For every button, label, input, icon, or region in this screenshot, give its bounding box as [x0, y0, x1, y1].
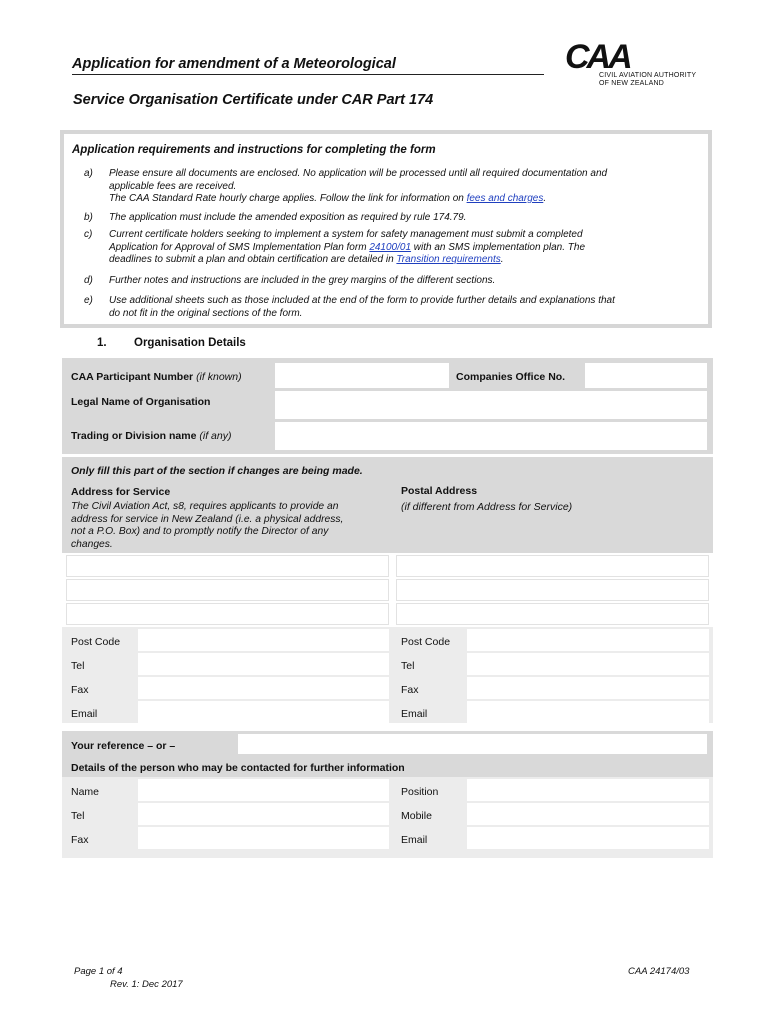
contact-grid: [62, 777, 713, 858]
address-service-note: The Civil Aviation Act, s8, requires applicants to provide an address for service in New Zealand (i.e. a physical address, not a P.O. Box) and to promptly notify the Director of any changes.: [71, 501, 344, 550]
requirements-heading: Application requirements and instructions for completing the form: [72, 144, 436, 156]
changes-note: Only fill this part of the section if changes are being made.: [71, 465, 363, 477]
contact-fax-input[interactable]: [138, 827, 389, 849]
service-address-line-2[interactable]: [66, 579, 389, 601]
postal-fax-input[interactable]: [467, 677, 709, 699]
contact-name-input[interactable]: [138, 779, 389, 801]
contact-tel-input[interactable]: [138, 803, 389, 825]
service-address-line-3[interactable]: [66, 603, 389, 625]
postal-address-line-2[interactable]: [396, 579, 709, 601]
contact-fax-label: Fax: [71, 834, 89, 846]
logo-sub-line-2: OF NEW ZEALAND: [599, 80, 665, 87]
contact-position-input[interactable]: [467, 779, 709, 801]
service-tel-input[interactable]: [138, 653, 389, 675]
caa-logo: [565, 38, 705, 94]
postal-email-label: Email: [401, 708, 428, 720]
service-tel-label: Tel: [71, 660, 85, 672]
your-reference-label: Your reference – or –: [71, 740, 176, 752]
footer-page: Page 1 of 4: [74, 966, 123, 977]
postal-address-label: Postal Address: [401, 485, 478, 497]
contact-email-input[interactable]: [467, 827, 709, 849]
service-email-label: Email: [71, 708, 98, 720]
service-email-input[interactable]: [138, 701, 389, 723]
postal-address-note: (if different from Address for Service): [401, 501, 573, 513]
postal-address-line-1[interactable]: [396, 555, 709, 577]
address-block: [62, 553, 713, 727]
footer-revision: Rev. 1: Dec 2017: [110, 979, 183, 990]
contact-email-label: Email: [401, 834, 428, 846]
participant-number-label: CAA Participant Number (if known): [71, 371, 242, 383]
service-postcode-input[interactable]: [138, 629, 389, 651]
requirements-box: Application requirements and instructions for completing the form a) Please ensure all documents are enclosed. No application will be processed until all required documentation and applicable fees are received. The CAA Standard Rate hourly charge applies. Follow the link for information on fees and charges. b) The application must include the amended exposition as required by rule 174.79. c) Current certificate holders seeking to implement a system for safety management must submit a completed Application for Approval of SMS Implementation Plan form 24100/01 with an SMS implementation plan. The deadlines to submit a plan and obtain certification are detailed in Transition requirements. d) Further notes and instructions are included in the grey margins of the different sections. e) Use additional sheets such as those included at the end of the form to provide further details and explanations that do not fit in the original sections of the form.: [60, 130, 712, 328]
companies-office-label: Companies Office No.: [456, 371, 566, 383]
legal-name-label: Legal Name of Organisation: [71, 396, 211, 408]
section-number: 1.: [97, 337, 107, 349]
companies-office-input[interactable]: [585, 363, 707, 388]
contact-mobile-input[interactable]: [467, 803, 709, 825]
transition-requirements-link[interactable]: Transition requirements: [396, 254, 501, 265]
participant-number-input[interactable]: [275, 363, 449, 388]
contact-tel-label: Tel: [71, 810, 85, 822]
service-fax-label: Fax: [71, 684, 89, 696]
org-details-panel: [62, 358, 713, 454]
title-line-1: Application for amendment of a Meteorological: [72, 56, 544, 75]
contact-panel: [62, 731, 713, 858]
postal-email-input[interactable]: [467, 701, 709, 723]
address-panel: [62, 457, 713, 727]
section-title: Organisation Details: [134, 337, 246, 349]
trading-name-label: Trading or Division name (if any): [71, 430, 232, 442]
contact-heading: Details of the person who may be contacted for further information: [71, 762, 405, 774]
service-postcode-label: Post Code: [71, 636, 121, 648]
service-fax-input[interactable]: [138, 677, 389, 699]
contact-name-label: Name: [71, 786, 100, 798]
logo-sub-line-1: CIVIL AVIATION AUTHORITY: [599, 72, 697, 79]
postal-tel-input[interactable]: [467, 653, 709, 675]
legal-name-input[interactable]: [275, 391, 707, 419]
contact-position-label: Position: [401, 786, 439, 798]
service-address-line-1[interactable]: [66, 555, 389, 577]
postal-postcode-label: Post Code: [401, 636, 451, 648]
fees-and-charges-link[interactable]: fees and charges: [466, 193, 544, 204]
address-service-label: Address for Service: [71, 486, 171, 498]
your-reference-input[interactable]: [238, 734, 707, 754]
logo-subtitle: [599, 72, 696, 88]
logo-mark: CAA: [565, 38, 630, 76]
postal-address-line-3[interactable]: [396, 603, 709, 625]
trading-name-input[interactable]: [275, 422, 707, 450]
footer-form-code: CAA 24174/03: [628, 966, 690, 977]
postal-tel-label: Tel: [401, 660, 415, 672]
address-contact-grid: [62, 627, 713, 723]
title-line-2: Service Organisation Certificate under CAR Part 174: [73, 92, 434, 108]
contact-mobile-label: Mobile: [401, 810, 432, 822]
form-24100-link[interactable]: 24100/01: [369, 241, 412, 253]
postal-fax-label: Fax: [401, 684, 419, 696]
postal-postcode-input[interactable]: [467, 629, 709, 651]
